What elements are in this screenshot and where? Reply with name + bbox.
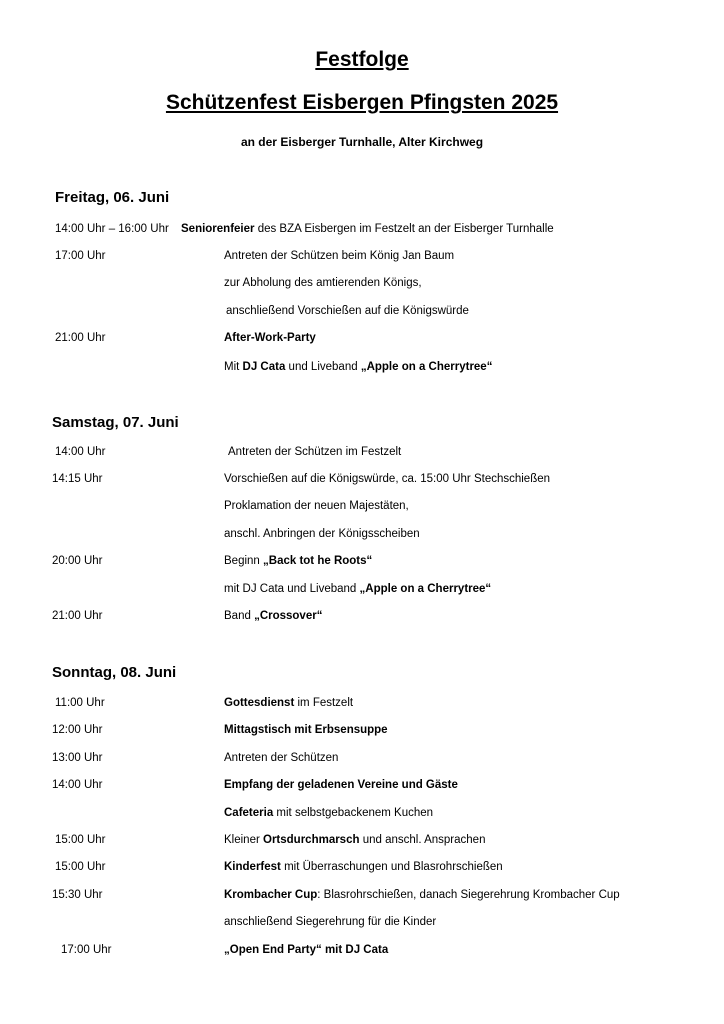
time-label: 20:00 Uhr: [52, 555, 103, 567]
event-description: Kinderfest mit Überraschungen und Blasrohrschießen: [224, 861, 503, 873]
time-label: 15:00 Uhr: [55, 861, 106, 873]
time-label: 21:00 Uhr: [52, 610, 103, 622]
time-label: 15:00 Uhr: [55, 834, 106, 846]
event-description: After-Work-Party: [224, 332, 316, 344]
time-label: 14:00 Uhr: [55, 446, 106, 458]
event-description: Mittagstisch mit Erbsensuppe: [224, 724, 388, 736]
event-description: mit DJ Cata und Liveband „Apple on a Cherrytree“: [224, 583, 492, 595]
event-description: „Open End Party“ mit DJ Cata: [224, 944, 389, 956]
document-title: Festfolge: [315, 48, 409, 71]
time-label: 17:00 Uhr: [61, 944, 112, 956]
time-label: 14:00 Uhr – 16:00 Uhr: [55, 223, 169, 235]
event-description: Antreten der Schützen im Festzelt: [228, 446, 402, 458]
event-description: Proklamation der neuen Majestäten,: [224, 500, 409, 512]
document-subtitle: Schützenfest Eisbergen Pfingsten 2025: [165, 91, 559, 114]
event-description: Seniorenfeier des BZA Eisbergen im Festzelt an der Eisberger Turnhalle: [181, 223, 554, 235]
event-description: Antreten der Schützen: [224, 752, 339, 764]
event-description: Vorschießen auf die Königswürde, ca. 15:00 Uhr Stechschießen: [224, 473, 551, 485]
friday-heading: Freitag, 06. Juni: [55, 189, 170, 206]
time-label: 11:00 Uhr: [55, 697, 105, 709]
time-label: 17:00 Uhr: [55, 250, 106, 262]
location-line: an der Eisberger Turnhalle, Alter Kirchweg: [240, 135, 484, 149]
time-label: 14:00 Uhr: [52, 779, 103, 791]
event-description: Gottesdienst im Festzelt: [224, 697, 354, 709]
time-label: 12:00 Uhr: [52, 724, 103, 736]
time-label: 14:15 Uhr: [52, 473, 103, 485]
event-description: Mit DJ Cata und Liveband „Apple on a Cherrytree“: [224, 361, 493, 373]
event-description: Beginn „Back tot he Roots“: [224, 555, 373, 567]
event-description: anschließend Siegerehrung für die Kinder: [224, 916, 437, 928]
event-description: anschl. Anbringen der Königsscheiben: [224, 528, 420, 540]
event-description: Cafeteria mit selbstgebackenem Kuchen: [224, 807, 434, 819]
time-label: 21:00 Uhr: [55, 332, 106, 344]
time-label: 13:00 Uhr: [52, 752, 103, 764]
event-description: anschließend Vorschießen auf die Königswürde: [226, 305, 469, 317]
event-description: zur Abholung des amtierenden Königs,: [224, 277, 422, 289]
event-description: Kleiner Ortsdurchmarsch und anschl. Ansprachen: [224, 834, 486, 846]
sunday-heading: Sonntag, 08. Juni: [52, 664, 177, 681]
event-description: Empfang der geladenen Vereine und Gäste: [224, 779, 458, 791]
event-description: Band „Crossover“: [224, 610, 323, 622]
event-description: Antreten der Schützen beim König Jan Baum: [224, 250, 455, 262]
saturday-heading: Samstag, 07. Juni: [52, 414, 179, 431]
time-label: 15:30 Uhr: [52, 889, 103, 901]
event-description: Krombacher Cup: Blasrohrschießen, danach Siegerehrung Krombacher Cup: [224, 889, 620, 901]
